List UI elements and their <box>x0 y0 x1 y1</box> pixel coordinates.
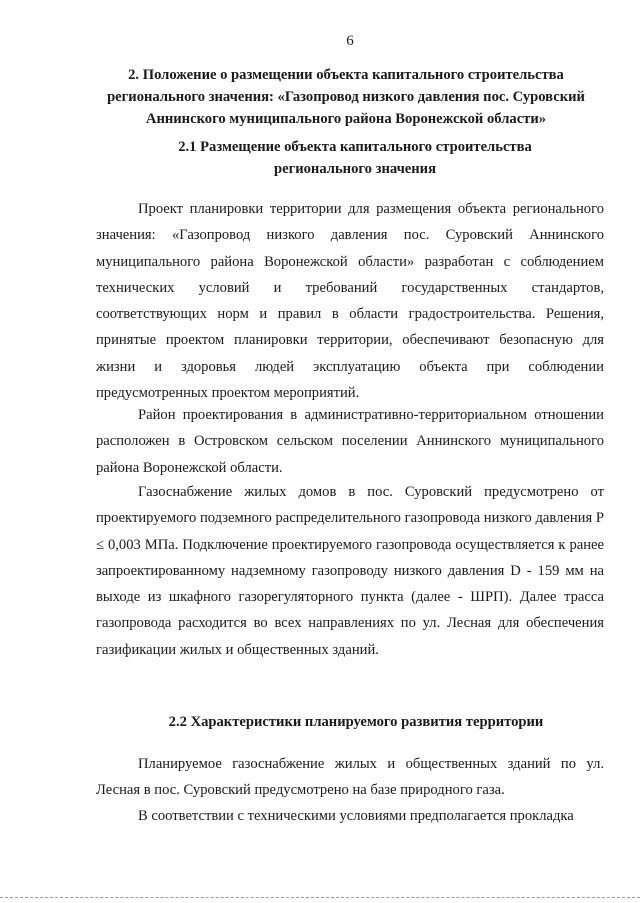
section-2-1-heading: 2.1 Размещение объекта капитального строительства регионального значения <box>178 139 532 177</box>
page-number: 6 <box>346 33 354 49</box>
page-bottom-edge-line <box>0 897 640 898</box>
section-2-2-heading: 2.2 Характеристики планируемого развития территории <box>168 714 544 730</box>
paragraph-technical-conditions: В соответствии с техническими условиями предполагается прокладка <box>138 808 574 824</box>
paragraph-project-planning: Проект планировки территории для размещения объекта регионального значения: «Газопровод низкого давления пос. Суровский Аннинского муниципального района Воронежской области» разработан с соблюдением технических условий и требований государственных стандартов, соответствующих норм и правил в области градостроительства. Решения, принятые проектом планировки территории, обеспечивают безопасную для жизни и здоровья людей эксплуатацию объекта при соблюдении предусмотренных проектом мероприятий. <box>96 201 604 402</box>
section-2-heading: 2. Положение о размещении объекта капитального строительства регионального значения: «Газопровод низкого давления пос. Суровский Аннинского муниципального района Воронежской области» <box>107 67 585 127</box>
paragraph-planned-gas-supply: Планируемое газоснабжение жилых и общественных зданий по ул. Лесная в пос. Суровский предусмотрено на базе природного газа. <box>96 756 604 799</box>
paragraph-design-area: Район проектирования в административно-территориальном отношении расположен в Островском сельском поселении Аннинского муниципального района Воронежской области. <box>96 407 604 476</box>
paragraph-gas-supply: Газоснабжение жилых домов в пос. Суровский предусмотрено от проектируемого подземного распределительного газопровода низкого давления Р ≤ 0,003 МПа. Подключение проектируемого газопровода осуществляется к ранее запроектированному надземному газопроводу низкого давления D - 159 мм на выходе из шкафного газорегуляторного пункта (далее - ШРП). Далее трасса газопровода расходится во всех направлениях по ул. Лесная для обеспечения газификации жилых и общественных зданий. <box>96 484 604 658</box>
